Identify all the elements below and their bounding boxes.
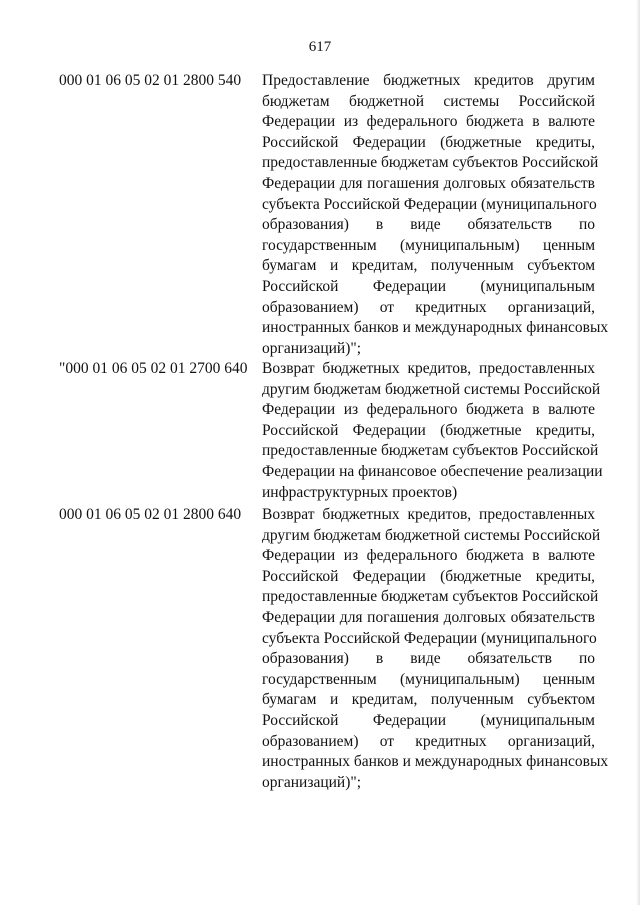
description-line: государственным (муниципальным) ценным	[262, 236, 595, 254]
description-line: субъекта Российской Федерации (муниципального	[262, 629, 597, 647]
description-line: иностранных банков и международных финансовых	[262, 319, 609, 337]
entry-description	[262, 359, 603, 503]
description-line: инфраструктурных проектов)	[262, 483, 458, 501]
description-line: иностранных банков и международных финансовых	[262, 753, 609, 771]
description-line: Федерации из федерального бюджета в валюте	[262, 547, 595, 565]
scan-edge-shadow	[636, 0, 640, 905]
budget-classification-code: 000 01 06 05 02 01 2800 540	[59, 72, 242, 89]
description-line: Возврат бюджетных кредитов, предоставленных	[262, 506, 595, 523]
description-line: государственным (муниципальным) ценным	[262, 670, 595, 688]
description-line: Федерации из федерального бюджета в валюте	[262, 113, 595, 131]
budget-classification-code: "000 01 06 05 02 01 2700 640	[59, 360, 248, 377]
entry-description	[262, 71, 609, 359]
description-line: организаций)";	[262, 339, 362, 357]
description-line: бумагам и кредитам, полученным субъектом	[262, 257, 595, 275]
description-line: Предоставление бюджетных кредитов другим	[262, 72, 595, 89]
description-line: Федерации из федерального бюджета в валюте	[262, 401, 595, 419]
description-line: Российской Федерации (муниципальным	[262, 277, 595, 295]
description-line: другим бюджетам бюджетной системы Российской	[262, 380, 601, 398]
description-line: Российской Федерации (бюджетные кредиты,	[262, 567, 595, 585]
description-line: образованием) от кредитных организаций,	[262, 298, 595, 316]
description-line: субъекта Российской Федерации (муниципального	[262, 195, 597, 213]
description-line: Российской Федерации (муниципальным	[262, 711, 595, 729]
entry-description	[262, 505, 609, 793]
description-line: Российской Федерации (бюджетные кредиты,	[262, 133, 595, 151]
description-line: бумагам и кредитам, полученным субъектом	[262, 691, 595, 709]
description-line: Российской Федерации (бюджетные кредиты,	[262, 421, 595, 439]
description-line: предоставленные бюджетам субъектов Российской	[262, 154, 599, 172]
budget-classification-code: 000 01 06 05 02 01 2800 640	[59, 506, 242, 523]
description-line: образования) в виде обязательств по	[262, 650, 595, 668]
description-line: Федерации для погашения долговых обязательств	[262, 608, 595, 626]
description-line: образованием) от кредитных организаций,	[262, 732, 595, 750]
description-line: организаций)";	[262, 773, 362, 791]
description-line: Федерации на финансовое обеспечение реализации	[262, 462, 603, 480]
description-line: предоставленные бюджетам субъектов Российской	[262, 442, 599, 460]
description-line: другим бюджетам бюджетной системы Российской	[262, 526, 601, 544]
description-line: предоставленные бюджетам субъектов Российской	[262, 588, 599, 606]
description-line: Федерации для погашения долговых обязательств	[262, 174, 595, 192]
description-line: бюджетам бюджетной системы Российской	[262, 92, 595, 110]
page-number: 617	[308, 39, 332, 55]
description-line: Возврат бюджетных кредитов, предоставленных	[262, 360, 595, 377]
description-line: образования) в виде обязательств по	[262, 216, 595, 234]
